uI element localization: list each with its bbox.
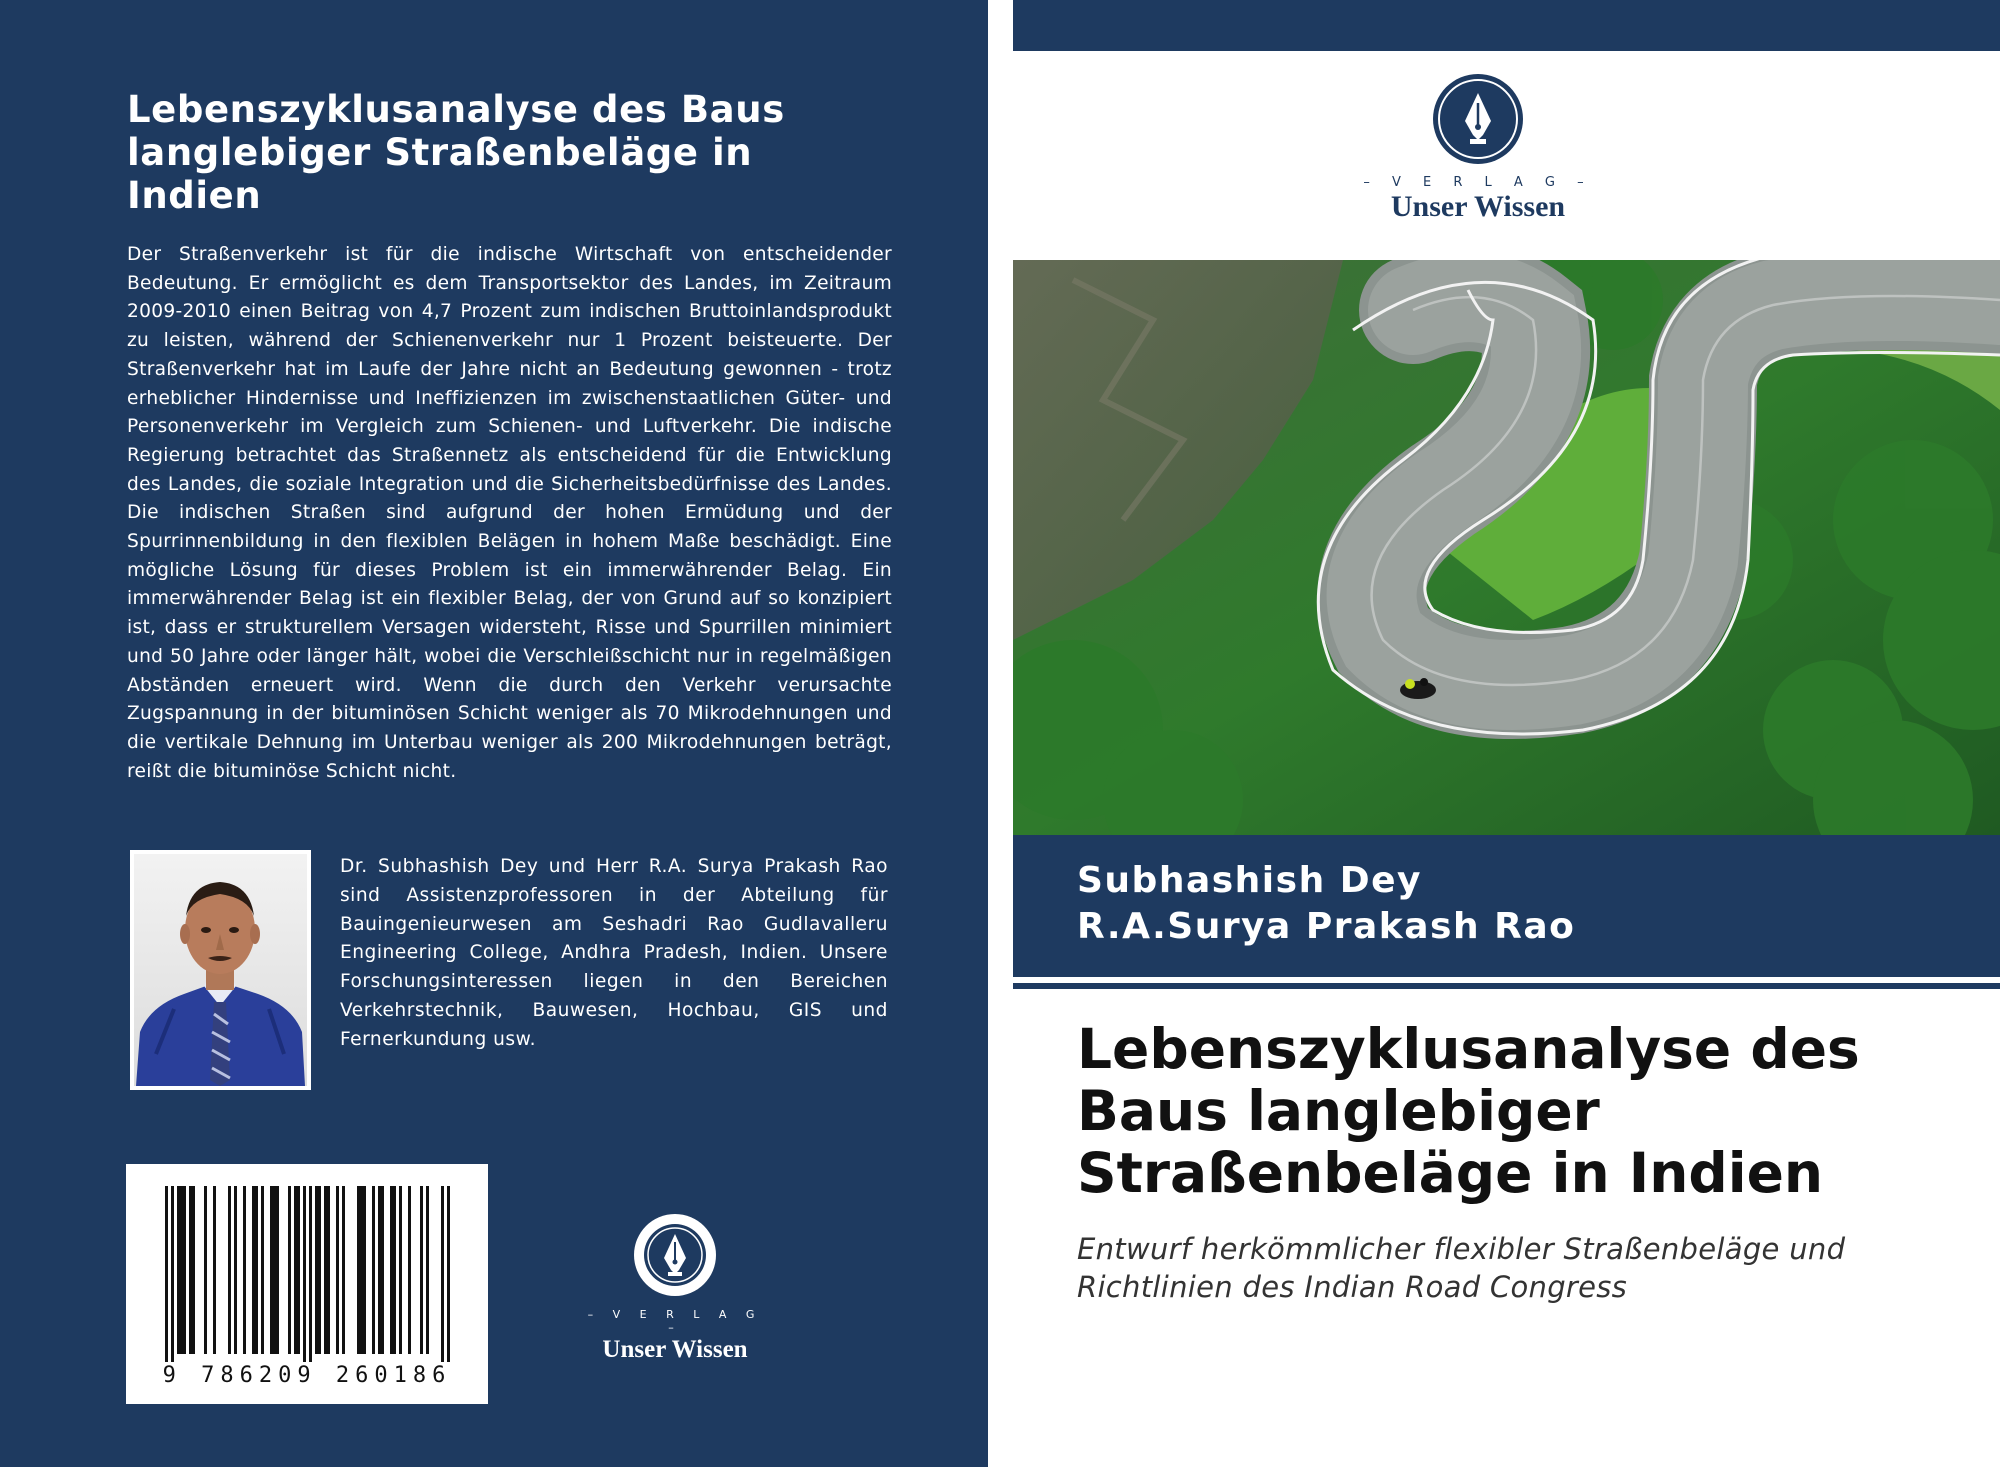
barcode-bar: [273, 1186, 276, 1354]
barcode-bar: [381, 1186, 384, 1354]
barcode-bar: [336, 1186, 339, 1354]
barcode-bar: [363, 1186, 366, 1354]
barcode-bar: [297, 1186, 300, 1354]
barcode-bar: [189, 1186, 192, 1354]
barcode-bar: [447, 1186, 450, 1362]
barcode-bar: [303, 1186, 306, 1362]
barcode-bar: [171, 1186, 174, 1362]
back-cover-title: Lebenszyklusanalyse des Baus langlebiger Straßenbeläge in Indien: [127, 88, 785, 217]
barcode-bar: [324, 1186, 327, 1354]
barcode-bar: [327, 1186, 330, 1354]
back-publisher-name: Unser Wissen: [602, 1336, 748, 1363]
barcode-bar: [357, 1186, 360, 1354]
front-cover-title: Lebenszyklusanalyse des Baus langlebiger Straßenbeläge in Indien: [1077, 1017, 1860, 1205]
barcode-bar: [213, 1186, 216, 1354]
front-verlag-label: – V E R L A G –: [1363, 175, 1593, 190]
barcode-bar: [390, 1186, 393, 1354]
front-cover-subtitle: Entwurf herkömmlicher flexibler Straßenbeläge und Richtlinien des Indian Road Congress: [1077, 1232, 1846, 1304]
isbn-number: 9 786209 260186: [162, 1363, 452, 1388]
front-publisher-name: Unser Wissen: [1390, 190, 1566, 223]
barcode-bar: [243, 1186, 246, 1354]
barcode-bar: [393, 1186, 396, 1354]
barcode-bar: [165, 1186, 168, 1362]
barcode-bar: [426, 1186, 429, 1354]
barcode-bar: [294, 1186, 297, 1354]
barcode-bar: [378, 1186, 381, 1354]
barcode-bar: [261, 1186, 264, 1354]
barcode: [126, 1164, 488, 1404]
barcode-bar: [270, 1186, 273, 1354]
barcode-bar: [309, 1186, 312, 1362]
barcode-bar: [441, 1186, 444, 1362]
barcode-bar: [420, 1186, 423, 1354]
barcode-bar: [183, 1186, 186, 1354]
barcode-bar: [177, 1186, 180, 1354]
back-verlag-label: – V E R L A G –: [587, 1308, 763, 1334]
barcode-bar: [234, 1186, 237, 1354]
barcode-bar: [342, 1186, 345, 1354]
back-cover-blurb: Der Straßenverkehr ist für die indische Wirtschaft von entscheidender Bedeutung. Er ermöglicht es dem Transportsektor des Landes, im Zeitraum 2009-2010 einen Beitrag von 4,7 Prozent zum indischen Bruttoinlandsprodukt zu leisten, während der Schienenverkehr nur 1 Prozent beisteuerte. Der Straßenverkehr hat im Laufe der Jahre nicht an Bedeutung gewonnen - trotz erheblicher Hindernisse und Ineffizienzen im zwischenstaatlichen Güter- und Personenverkehr im Vergleich zum Schienen- und Luftverkehr. Die indische Regierung betrachtet das Straßennetz als entscheidend für die Entwicklung des Landes, die soziale Integration und die Sicherheitsbedürfnisse des Landes. Die indischen Straßen sind aufgrund der hohen Ermüdung und der Spurrinnenbildung in den flexiblen Belägen in hohem Maße beschädigt. Eine mögliche Lösung für dieses Problem ist ein immerwährender Belag. Ein immerwährender Belag ist ein flexibler Belag, der von Grund auf so konzipiert ist, dass er strukturellem Versagen widersteht, Risse und Spurrillen minimiert und 50 Jahre oder länger hält, wobei die Verschleißschicht nur in regelmäßigen Abständen erneuert wird. Wenn die durch den Verkehr verursachte Zugspannung in der bituminösen Schicht weniger als 70 Mikrodehnungen und die vertikale Dehnung im Unterbau weniger als 200 Mikrodehnungen beträgt, reißt die bituminöse Schicht nicht.: [127, 244, 892, 782]
barcode-bar: [204, 1186, 207, 1354]
barcode-bar: [399, 1186, 402, 1354]
author-photo: [130, 850, 311, 1090]
barcode-bar: [192, 1186, 195, 1354]
author-name-2: R.A.Surya Prakash Rao: [1077, 906, 1576, 947]
barcode-bar: [360, 1186, 363, 1354]
barcode-bar: [255, 1186, 258, 1354]
back-cover: [0, 0, 988, 1467]
barcode-bar: [408, 1186, 411, 1354]
barcode-bar: [372, 1186, 375, 1354]
barcode-bar: [288, 1186, 291, 1354]
author-name-1: Subhashish Dey: [1077, 860, 1422, 901]
fountain-pen-nib-icon: [632, 1212, 718, 1298]
back-publisher-logo: [578, 1212, 772, 1363]
barcode-bar: [276, 1186, 279, 1354]
barcode-bar: [228, 1186, 231, 1354]
author-bio: Dr. Subhashish Dey und Herr R.A. Surya Prakash Rao sind Assistenzprofessoren in der Abteilung für Bauingenieurwesen am Seshadri Rao Gudlavalleru Engineering College, Andhra Pradesh, Indien. Unsere Forschungsinteressen liegen in den Bereichen Verkehrstechnik, Bauwesen, Hochbau, GIS und Fernerkundung usw.: [340, 856, 888, 1050]
barcode-bar: [315, 1186, 318, 1354]
barcode-bar: [180, 1186, 183, 1354]
barcode-bar: [252, 1186, 255, 1354]
front-text-layer: [1013, 0, 2000, 1467]
barcode-bar: [318, 1186, 321, 1354]
